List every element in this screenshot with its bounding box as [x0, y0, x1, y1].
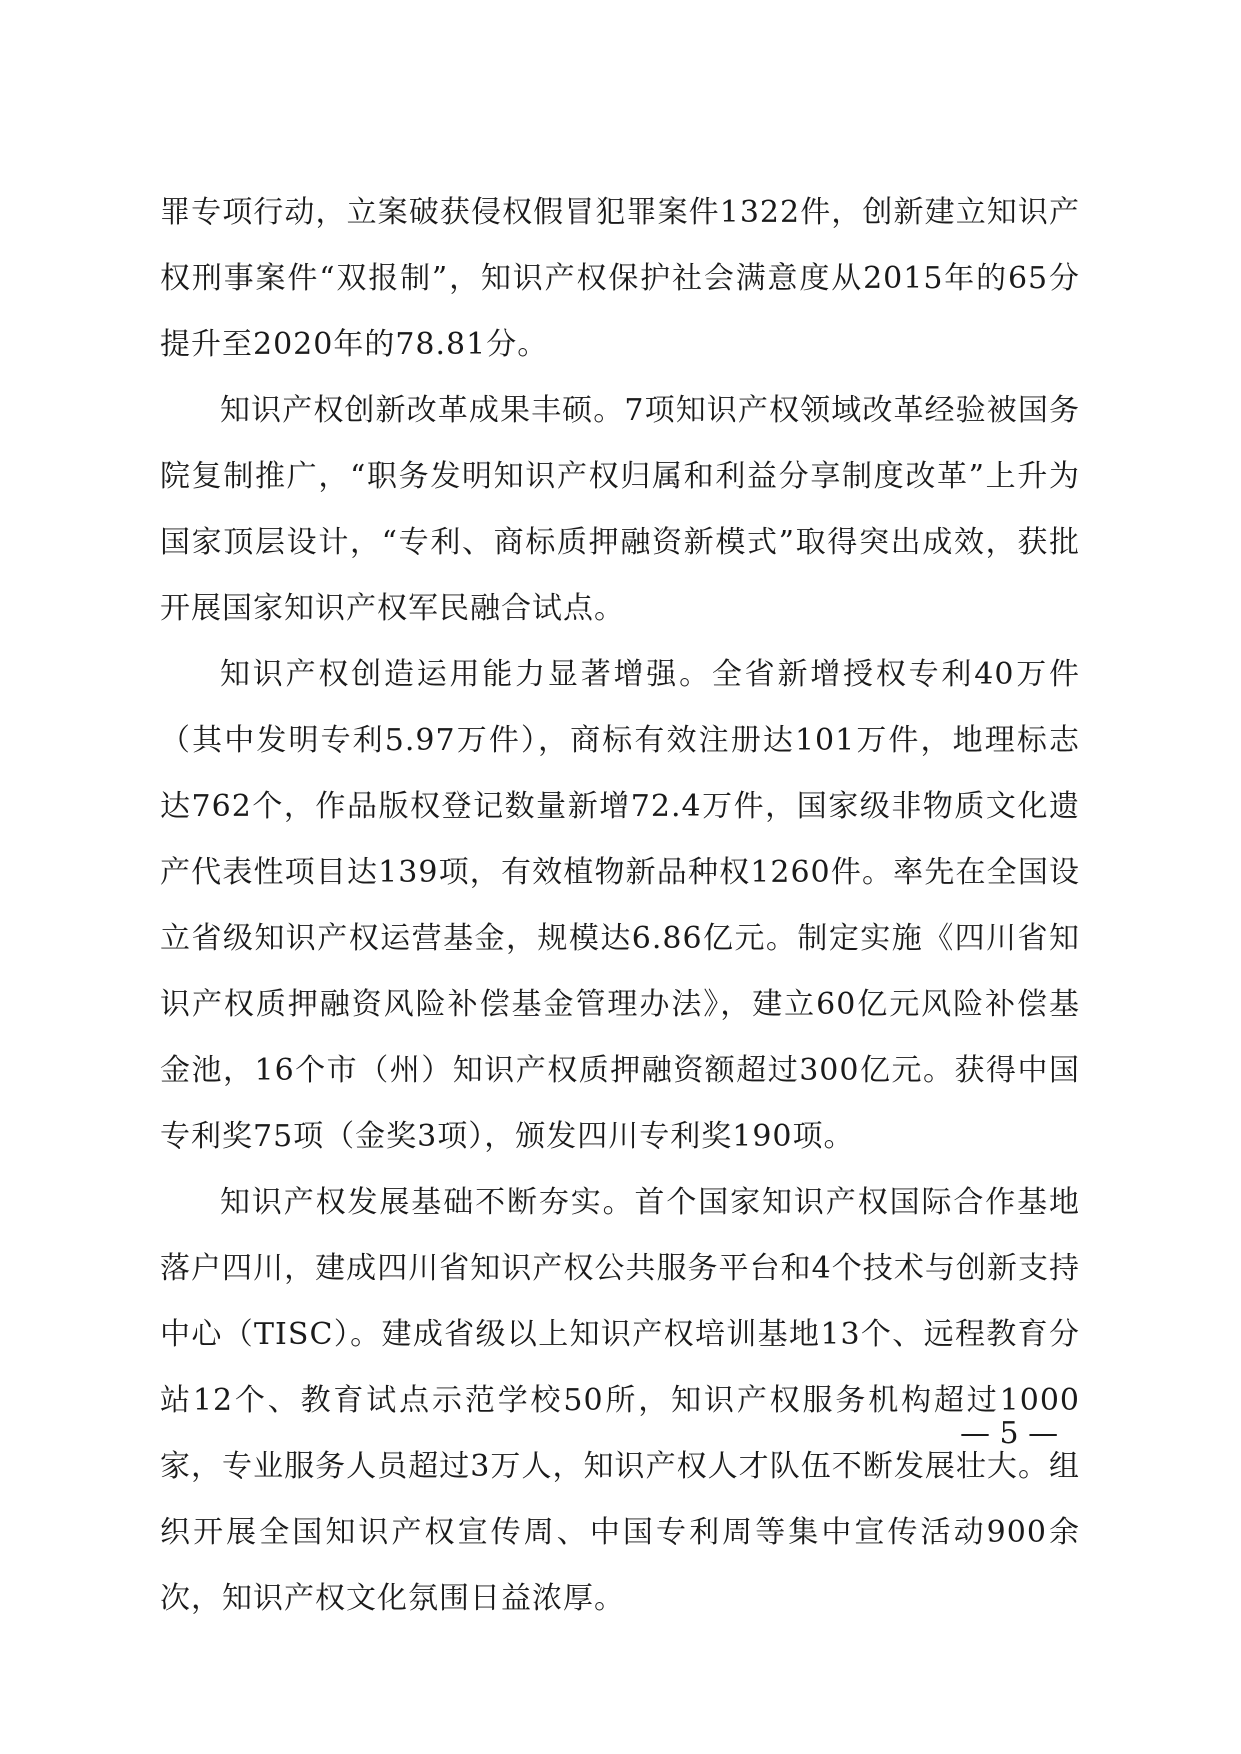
- paragraph-creation-capability: 知识产权创造运用能力显著增强。全省新增授权专利40万件（其中发明专利5.97万件），商标有效注册达101万件，地理标志达762个，作品版权登记数量新增72.4万件，国家级非物质文化遗产代表性项目达139项，有效植物新品种权1260件。率先在全国设立省级知识产权运营基金，规模达6.86亿元。制定实施《四川省知识产权质押融资风险补偿基金管理办法》，建立60亿元风险补偿基金池，16个市（州）知识产权质押融资额超过300亿元。获得中国专利奖75项（金奖3项），颁发四川专利奖190项。: [160, 657, 1080, 1154]
- paragraph-development-foundation: 知识产权发展基础不断夯实。首个国家知识产权国际合作基地落户四川，建成四川省知识产权公共服务平台和4个技术与创新支持中心（TISC）。建成省级以上知识产权培训基地13个、远程教育分站12个、教育试点示范学校50所，知识产权服务机构超过1000家，专业服务人员超过3万人，知识产权人才队伍不断发展壮大。组织开展全国知识产权宣传周、中国专利周等集中宣传活动900余次，知识产权文化氛围日益浓厚。: [160, 1185, 1080, 1616]
- page-number: — 5 —: [960, 1416, 1059, 1451]
- paragraph-reform-achievements: 知识产权创新改革成果丰硕。7项知识产权领域改革经验被国务院复制推广，“职务发明知识产权归属和利益分享制度改革”上升为国家顶层设计，“专利、商标质押融资新模式”取得突出成效，获批开展国家知识产权军民融合试点。: [160, 393, 1080, 626]
- paragraph-continuation: 罪专项行动，立案破获侵权假冒犯罪案件1322件，创新建立知识产权刑事案件“双报制”，知识产权保护社会满意度从2015年的65分提升至2020年的78.81分。: [160, 195, 1080, 362]
- page-body: [160, 180, 1080, 1632]
